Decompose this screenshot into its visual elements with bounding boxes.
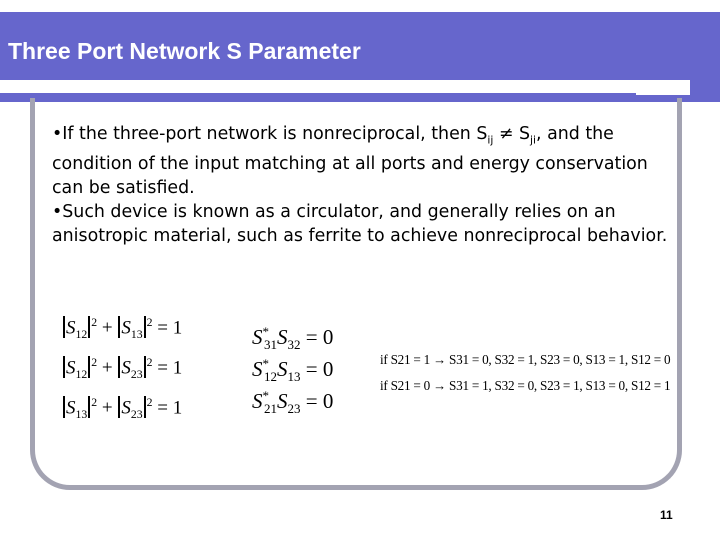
bullet-nonreciprocal: •If the three-port network is nonreciprocal, then $S_{ij} \ne S_{ji}$, and the condition of the input matching at all ports and energy conservation can be satisfied. [52, 124, 648, 199]
slide-body [52, 122, 672, 248]
equation-left-2: $S_{12}^2 + S_{23}^2 = 1$ [62, 356, 182, 382]
equation-mid-3: $S^*_{21}S_{23} = 0$ [252, 388, 334, 417]
equation-left-1: $S_{12}^2 + S_{13}^2 = 1$ [62, 316, 182, 342]
condition-s21-one: if S21 = 1 → S31 = 0, S32 = 1, S23 = 0, S13 = 1, S12 = 0 [380, 352, 671, 367]
bullet-circulator: •Such device is known as a circulator, and generally relies on an anisotropic material, such as ferrite to achieve nonreciprocal behavior. [52, 202, 668, 247]
equation-mid-2: $S^*_{12}S_{13} = 0$ [252, 356, 334, 385]
condition-s21-zero: if S21 = 0 → S31 = 1, S32 = 0, S23 = 1, S13 = 0, S12 = 1 [380, 378, 671, 393]
equation-left-3: $S_{13}^2 + S_{23}^2 = 1$ [62, 396, 182, 422]
page-number: 11 [660, 508, 673, 522]
equation-mid-1: $S^*_{31}S_{32} = 0$ [252, 324, 334, 353]
slide-title: Three Port Network S Parameter [8, 38, 361, 64]
